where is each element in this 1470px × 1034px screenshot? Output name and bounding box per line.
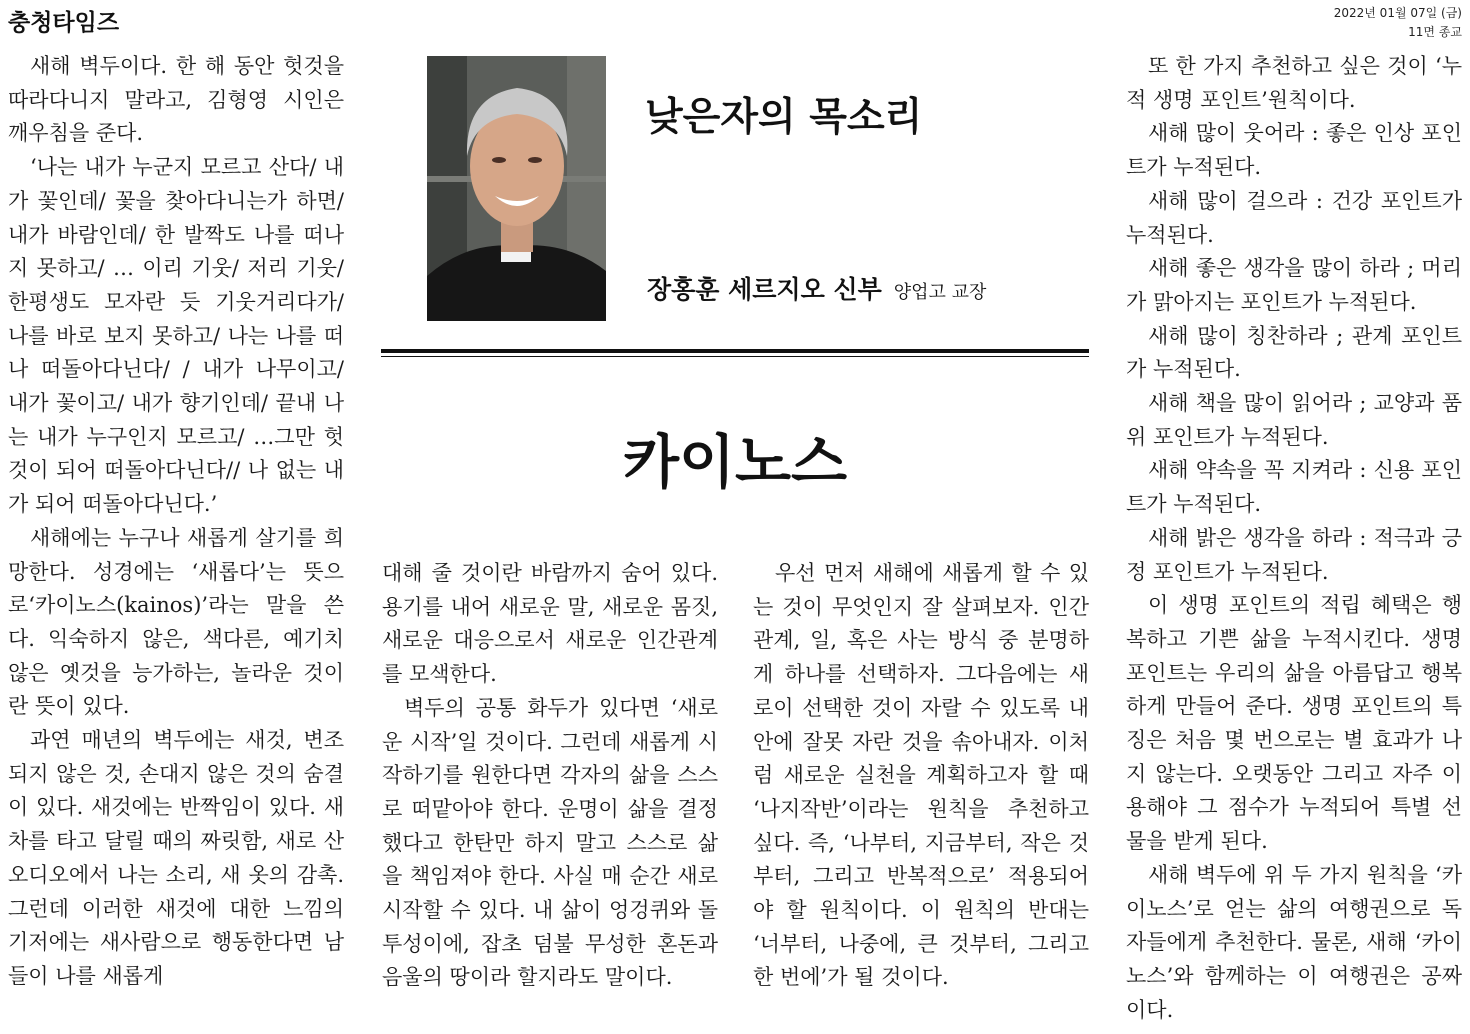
- author-photo: [427, 56, 606, 321]
- dateline: [1334, 4, 1462, 42]
- paragraph: 과연 매년의 벽두에는 새것, 변조되지 않은 것, 손대지 않은 것의 숨결이 있다. 새것에는 반짝임이 있다. 새 차를 타고 달릴 때의 짜릿함, 새로 산 오디오에서 나는 소리, 새 옷의 감촉. 그런데 이러한 새것에 대한 느낌의 기저에는 새사람으로 행동한다면 남들이 나를 새롭게: [8, 728, 344, 988]
- paragraph: 새해 벽두이다. 한 해 동안 헛것을 따라다니지 말라고, 김형영 시인은 깨우침을 준다.: [8, 54, 344, 146]
- article-column-2: [382, 557, 718, 995]
- paragraph: 또 한 가지 추천하고 싶은 것이 ‘누적 생명 포인트’원칙이다.: [1126, 54, 1462, 112]
- paragraph: 이 생명 포인트의 적립 혜택은 행복하고 기쁜 삶을 누적시킨다. 생명 포인트는 우리의 삶을 아름답고 행복하게 만들어 준다. 생명 포인트의 특징은 처음 몇 번으로는 별 효과가 나지 않는다. 오랫동안 그리고 자주 이용해야 그 점수가 누적되어 특별 선물을 받게 된다.: [1126, 593, 1462, 854]
- page-section: 11면 종교: [1408, 25, 1462, 39]
- article-column-4: [1126, 50, 1462, 1027]
- publication-date: 2022년 01월 07일 (금): [1333, 6, 1462, 20]
- divider-rule: [381, 349, 1089, 353]
- column-title: 낮은자의 목소리: [645, 95, 923, 140]
- paragraph: 새해 밝은 생각을 하라 : 적극과 긍정 포인트가 누적된다.: [1126, 525, 1462, 584]
- author-role: 양업고 교장: [893, 282, 987, 303]
- paragraph: 새해 많이 걸으라 : 건강 포인트가 누적된다.: [1126, 188, 1462, 247]
- byline: [647, 270, 986, 306]
- paragraph: 새해에는 누구나 새롭게 살기를 희망한다. 성경에는 ‘새롭다’는 뜻으로‘카이노스(kainos)’라는 말을 쓴다. 익숙하지 않은, 색다른, 예기치 않은 옛것을 능가하는, 놀라운 것이란 뜻이 있다.: [8, 525, 344, 719]
- paragraph: 대해 줄 것이란 바람까지 숨어 있다. 용기를 내어 새로운 말, 새로운 몸짓, 새로운 대응으로서 새로운 인간관계를 모색한다.: [382, 561, 718, 687]
- paragraph: 새해 책을 많이 읽어라 ; 교양과 품위 포인트가 누적된다.: [1126, 391, 1462, 449]
- paragraph: 새해 약속을 꼭 지켜라 : 신용 포인트가 누적된다.: [1126, 458, 1462, 517]
- paragraph: ‘나는 내가 누군지 모르고 산다/ 내가 꽃인데/ 꽃을 찾아다니는가 하면/ 내가 바람인데/ 한 발짝도 나를 떠나지 못하고/ … 이리 기웃/ 저리 기웃/ 한평생도 모자란 듯 기웃거리다가/ 나를 바로 보지 못하고/ 나는 나를 떠나 떠돌아다닌다/ / 내가 나무이고/ 내가 꽃이고/ 내가 향기인데/ 끝내 나는 내가 누구인지 모르고/ …그만 헛것이 되어 떠돌아다닌다// 나 없는 내가 되어 떠돌아다닌다.’: [8, 155, 344, 517]
- divider-rule-thin: [381, 356, 1089, 357]
- paragraph: 새해 벽두에 위 두 가지 원칙을 ‘카이노스’로 얻는 삶의 여행권으로 독자들에게 추천한다. 물론, 새해 ‘카이노스’와 함께하는 이 여행권은 공짜이다.: [1126, 862, 1462, 1022]
- newspaper-masthead: 충청타임즈: [8, 10, 120, 36]
- article-column-1: [8, 50, 344, 994]
- paragraph: 새해 많이 칭찬하라 ; 관계 포인트가 누적된다.: [1126, 323, 1462, 382]
- article-headline: 카이노스: [622, 428, 848, 496]
- paragraph: 새해 좋은 생각을 많이 하라 ; 머리가 맑아지는 포인트가 누적된다.: [1126, 256, 1462, 314]
- paragraph: 새해 많이 웃어라 : 좋은 인상 포인트가 누적된다.: [1126, 121, 1462, 180]
- article-column-3: [753, 557, 1089, 995]
- author-name: 장홍훈 세르지오 신부: [647, 275, 882, 304]
- author-portrait-image: [427, 56, 606, 321]
- paragraph: 우선 먼저 새해에 새롭게 할 수 있는 것이 무엇인지 잘 살펴보자. 인간관계, 일, 혹은 사는 방식 중 분명하게 하나를 선택하자. 그다음에는 새로이 선택한 것이 자랄 수 있도록 내 안에 잘못 자란 것을 솎아내자. 이처럼 새로운 실천을 계획하고자 할 때 ‘나지작반’이라는 원칙을 추천하고 싶다. 즉, ‘나부터, 지금부터, 작은 것부터, 그리고 반복적으로’ 적용되어야 할 원칙이다. 이 원칙의 반대는 ‘너부터, 나중에, 큰 것부터, 그리고 한 번에’가 될 것이다.: [753, 561, 1089, 990]
- paragraph: 벽두의 공통 화두가 있다면 ‘새로운 시작’일 것이다. 그런데 새롭게 시작하기를 원한다면 각자의 삶을 스스로 떠맡아야 한다. 운명이 삶을 결정했다고 한탄만 하지 말고 스스로 삶을 책임져야 한다. 사실 매 순간 새로 시작할 수 있다. 내 삶이 엉겅퀴와 돌투성이에, 잡초 덤불 무성한 혼돈과 음울의 땅이라 할지라도 말이다.: [382, 695, 718, 990]
